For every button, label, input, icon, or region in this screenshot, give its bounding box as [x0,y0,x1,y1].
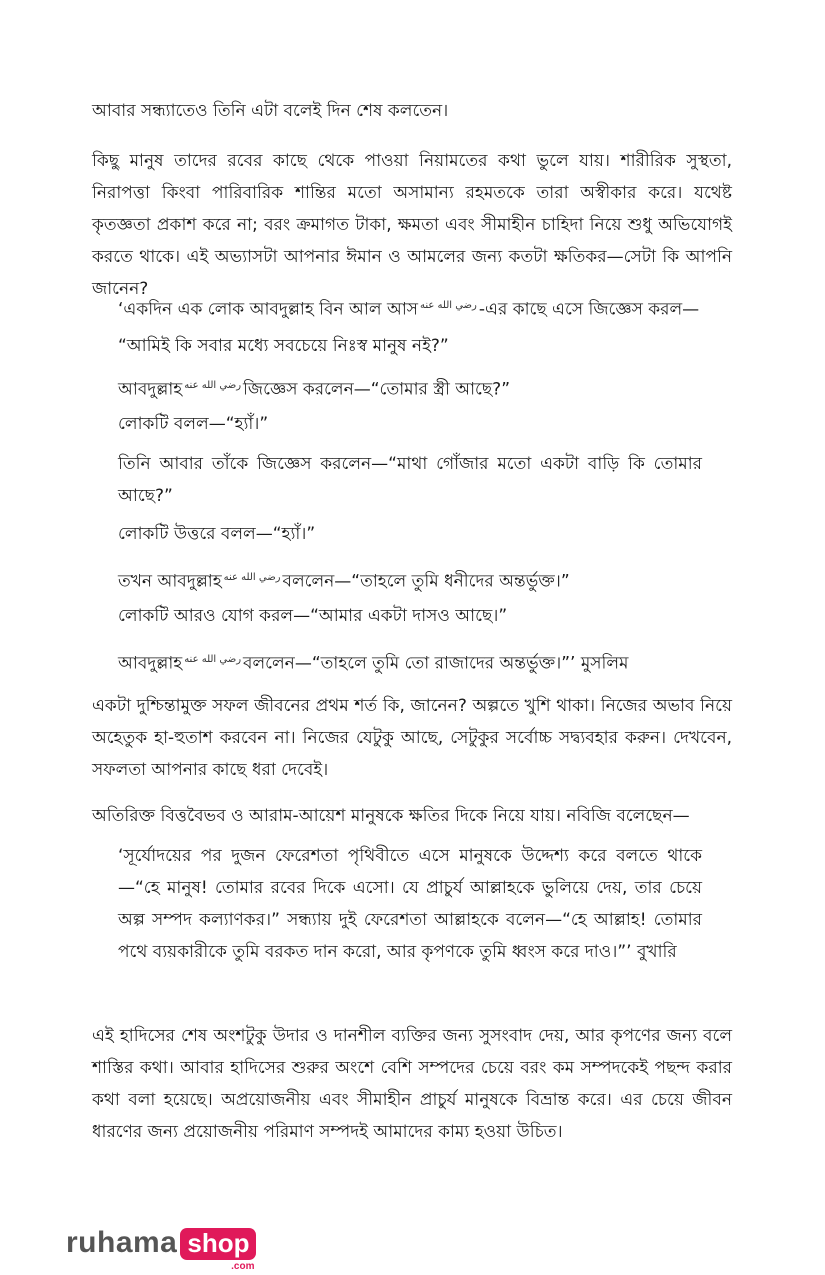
honorific-glyph: رضي الله عنه [184,654,242,665]
quote-text: জিজ্ঞেস করলেন—“তোমার স্ত্রী আছে?” [243,379,511,400]
ruhama-shop-logo [66,1210,256,1272]
quote-text: তখন আবদুল্লাহ [118,571,222,592]
quote-line-4: লোকটি বলল—“হ্যাঁ।” [118,414,269,434]
logo-brand-text: ruhama [66,1226,178,1259]
quote-line-6: লোকটি উত্তরে বলল—“হ্যাঁ।” [118,524,316,544]
quote-text: বললেন—“তাহলে তুমি তো রাজাদের অন্তর্ভুক্ত।”’ মুসলিম [243,653,629,674]
quote-line-3 [118,370,718,406]
quote-line-7 [118,562,718,598]
honorific-glyph: رضي الله عنه [184,380,242,391]
paragraph-wealth-intro: অতিরিক্ত বিত্তবৈভব ও আরাম-আয়েশ মানুষকে ক্ষতির দিকে নিয়ে যায়। নবিজি বলেছেন— [92,806,690,826]
quote-text: আবদুল্লাহ [118,379,183,400]
hadith-quote: ‘সূর্যোদয়ের পর দুজন ফেরেশতা পৃথিবীতে এসে মানুষকে উদ্দেশ্য করে বলতে থাকে—“হে মানুষ! তোমার রবের দিকে এসো। যে প্রাচুর্য আল্লাহকে ভুলিয়ে দেয়, তার চেয়ে অল্প সম্পদ কল্যাণকর।” সন্ধ্যায় দুই ফেরেশতা আল্লাহকে বলেন—“হে আল্লাহ! তোমার পথে ব্যয়কারীকে তুমি বরকত দান করো, আর কৃপণকে তুমি ধ্বংস করে দাও।”’ বুখারি [118,846,702,962]
quote-text: আবদুল্লাহ [118,653,183,674]
paragraph-contentment: একটা দুশ্চিন্তামুক্ত সফল জীবনের প্রথম শর্ত কি, জানেন? অল্পতে খুশি থাকা। নিজের অভাব নিয়ে অহেতুক হা-হুতাশ করবেন না। নিজের যেটুকু আছে, সেটুকুর সর্বোচ্চ সদ্ব্যবহার করুন। দেখবেন, সফলতা আপনার কাছে ধরা দেবেই। [92,696,732,780]
honorific-glyph: رضي الله عنه [420,300,477,311]
quote-line-9 [118,644,718,680]
logo-shop-badge [180,1228,256,1272]
paragraph-ingratitude: কিছু মানুষ তাদের রবের কাছে থেকে পাওয়া নিয়ামতের কথা ভুলে যায়। শারীরিক সুস্থতা, নিরাপত্তা কিংবা পারিবারিক শান্তির মতো অসামান্য রহমতকে তারা অস্বীকার করে। যথেষ্ট কৃতজ্ঞতা প্রকাশ করে না; বরং ক্রমাগত টাকা, ক্ষমতা এবং সীমাহীন চাহিদা নিয়ে শুধু অভিযোগই করতে থাকে। এই অভ্যাসটা আপনার ঈমান ও আমলের জন্য কতটা ক্ষতিকর—সেটা কি আপনি জানেন? [92,151,732,299]
logo-shop-text: shop [180,1228,256,1260]
quote-line-2: “আমিই কি সবার মধ্যে সবচেয়ে নিঃস্ব মানুষ নই?” [118,336,449,356]
quote-text: -এর কাছে এসে জিজ্ঞেস করল— [478,299,700,320]
quote-line-5: তিনি আবার তাঁকে জিজ্ঞেস করলেন—“মাথা গোঁজার মতো একটা বাড়ি কি তোমার আছে?” [118,454,702,506]
quote-text: ‘একদিন এক লোক আবদুল্লাহ বিন আল আস [118,299,419,320]
paragraph-evening: আবার সন্ধ্যাতেও তিনি এটা বলেই দিন শেষ কলতেন। [92,101,449,121]
honorific-glyph: رضي الله عنه [223,572,281,583]
quote-line-8: লোকটি আরও যোগ করল—“আমার একটা দাসও আছে।” [118,606,508,626]
paragraph-hadith-explanation: এই হাদিসের শেষ অংশটুকু উদার ও দানশীল ব্যক্তির জন্য সুসংবাদ দেয়, আর কৃপণের জন্য বলে শাস্তির কথা। আবার হাদিসের শুরুর অংশে বেশি সম্পদের চেয়ে বরং কম সম্পদকেই পছন্দ করার কথা বলা হয়েছে। অপ্রয়োজনীয় এবং সীমাহীন প্রাচুর্য মানুষকে বিভ্রান্ত করে। এর চেয়ে জীবন ধারণের জন্য প্রয়োজনীয় পরিমাণ সম্পদই আমাদের কাম্য হওয়া উচিত। [92,1026,732,1142]
quote-line-1 [118,290,718,326]
logo-domain-text: .com [231,1261,255,1272]
quote-text: বললেন—“তাহলে তুমি ধনীদের অন্তর্ভুক্ত।” [282,571,570,592]
